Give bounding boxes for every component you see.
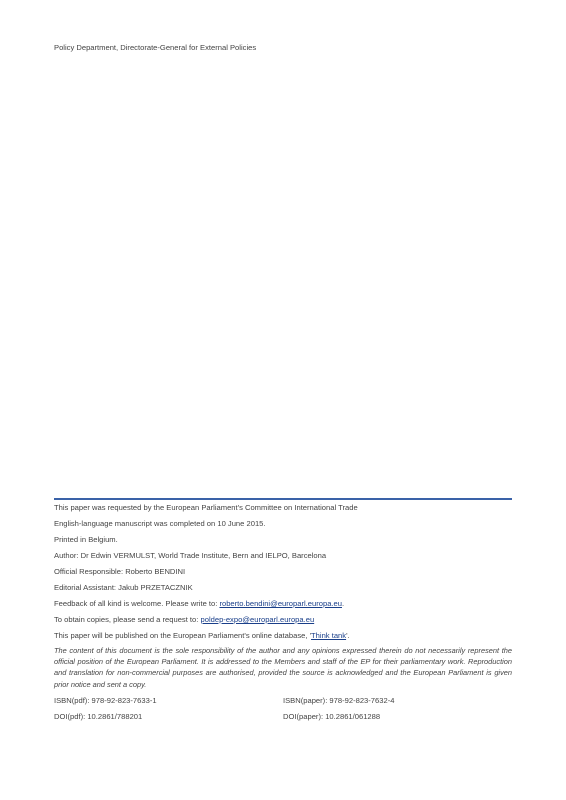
editorial-assistant-text: Editorial Assistant: Jakub PRZETACZNIK <box>54 583 193 592</box>
isbn-paper: ISBN(paper): 978-92-823-7632-4 <box>283 695 395 705</box>
copies-line <box>54 615 512 625</box>
think-tank-link[interactable]: Think tank <box>311 631 347 640</box>
isbn-pdf: ISBN(pdf): 978-92-823-7633-1 <box>54 695 157 705</box>
feedback-prefix: Feedback of all kind is welcome. Please write to: <box>54 599 220 608</box>
colophon-block <box>54 503 512 722</box>
published-prefix: This paper will be published on the European Parliament's online database, ' <box>54 631 312 640</box>
official-responsible-text: Official Responsible: Roberto BENDINI <box>54 567 186 576</box>
requested-by-text: This paper was requested by the European Parliament's Committee on International Trade <box>54 503 358 512</box>
feedback-email-link[interactable]: roberto.bendini@europarl.europa.eu <box>219 599 342 608</box>
copies-prefix: To obtain copies, please send a request to: <box>54 615 201 624</box>
disclaimer-text: The content of this document is the sole responsibility of the author and any opinions expressed therein do not necessarily represent the official position of the European Parliament. It is addressed to the Members and staff of the EP for their parliamentary work. Reproduction and translation for non-commercial purposes are authorised, provided the source is acknowledged and the European Parliament is given prior notice and sent a copy. <box>54 646 512 689</box>
author-text: Author: Dr Edwin VERMULST, World Trade Institute, Bern and IELPO, Barcelona <box>54 551 327 560</box>
feedback-line <box>54 599 512 609</box>
printed-in-text: Printed in Belgium. <box>54 535 118 544</box>
page-header: Policy Department, Directorate-General for External Policies <box>54 43 257 52</box>
copies-email-link[interactable]: poldep-expo@europarl.europa.eu <box>200 615 315 624</box>
published-suffix: '. <box>346 631 350 640</box>
doi-pdf: DOI(pdf): 10.2861/788201 <box>54 711 143 721</box>
feedback-suffix: . <box>342 599 345 608</box>
doi-paper: DOI(paper): 10.2861/061288 <box>283 711 381 721</box>
section-divider <box>54 498 512 500</box>
manuscript-date-text: English-language manuscript was completed on 10 June 2015. <box>54 519 266 528</box>
published-line <box>54 631 512 641</box>
identifiers-grid <box>54 696 512 722</box>
